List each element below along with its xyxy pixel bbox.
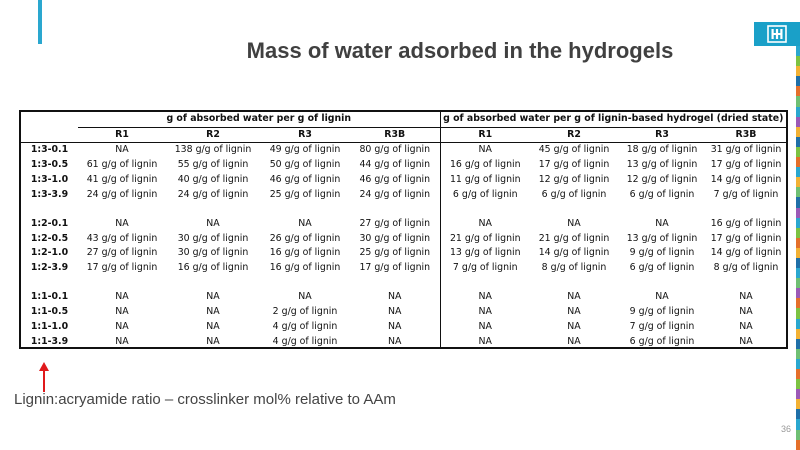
table-cell: NA <box>567 306 581 318</box>
group-header-hydrogel: g of absorbed water per g of lignin-based hydrogel (dried state) <box>440 112 786 127</box>
table-cell: NA <box>440 305 530 320</box>
table-cell: 80 g/g of lignin <box>359 144 431 156</box>
table-cell: NA <box>567 335 581 347</box>
table-cell: 61 g/g of lignin <box>86 159 158 171</box>
table-cell: 44 g/g of lignin <box>359 159 431 171</box>
table-cell: 8 g/g of lignin <box>713 262 779 274</box>
table-cell: 14 g/g of lignin <box>710 173 782 185</box>
table-cell: 9 g/g of lignin <box>629 247 695 259</box>
table-cell: 16 g/g of lignin <box>269 247 341 259</box>
table-cell: NA <box>739 306 753 318</box>
table-cell: NA <box>115 335 129 347</box>
table-cell: NA <box>388 291 402 303</box>
table-cell: 16 g/g of lignin <box>710 217 782 229</box>
table-cell: NA <box>115 217 129 229</box>
table-cell: 17 g/g of lignin <box>86 262 158 274</box>
table-cell: 41 g/g of lignin <box>86 173 158 185</box>
table-row <box>21 290 786 305</box>
row-label: 1:2-3.9 <box>30 262 69 274</box>
table-cell: NA <box>206 335 220 347</box>
table-cell: 11 g/g of lignin <box>440 173 530 188</box>
table-cell: 25 g/g of lignin <box>359 247 431 259</box>
table-cell: 30 g/g of lignin <box>177 247 249 259</box>
table-cell: 16 g/g of lignin <box>177 262 249 274</box>
table-row <box>21 217 786 232</box>
table-cell: NA <box>206 217 220 229</box>
table-cell: 12 g/g of lignin <box>626 173 698 185</box>
table-cell: NA <box>567 320 581 332</box>
table-cell: NA <box>388 320 402 332</box>
table-cell: 43 g/g of lignin <box>86 232 158 244</box>
table-cell: 31 g/g of lignin <box>710 144 782 156</box>
row-label: 1:1-0.1 <box>30 291 69 303</box>
table-cell: 13 g/g of lignin <box>626 159 698 171</box>
column-header: R3 <box>618 127 706 143</box>
column-header: R1 <box>440 127 530 143</box>
table-cell: NA <box>115 144 129 156</box>
table-cell: NA <box>388 306 402 318</box>
table-row <box>21 188 786 203</box>
slide-title: Mass of water adsorbed in the hydrogels <box>246 38 674 63</box>
table-cell: NA <box>388 335 402 347</box>
table-cell: 6 g/g of lignin <box>629 262 695 274</box>
row-label: 1:3-0.5 <box>30 159 69 171</box>
table-row <box>21 305 786 320</box>
table-cell: 6 g/g of lignin <box>440 188 530 203</box>
row-label: 1:3-1.0 <box>30 173 69 185</box>
decorative-color-stripe <box>796 46 800 450</box>
table-row <box>21 143 786 158</box>
table-cell: 46 g/g of lignin <box>269 173 341 185</box>
column-header-row <box>21 127 786 143</box>
table-row <box>21 320 786 335</box>
row-label: 1:2-1.0 <box>30 247 69 259</box>
group-header-row <box>21 112 786 127</box>
group-spacer-row <box>21 202 786 217</box>
table-cell: 30 g/g of lignin <box>177 232 249 244</box>
table-cell: 24 g/g of lignin <box>177 188 249 200</box>
table-cell: 138 g/g of lignin <box>174 144 252 156</box>
table-row <box>21 261 786 276</box>
table-row <box>21 158 786 173</box>
table-cell: NA <box>206 291 220 303</box>
table-cell: NA <box>206 306 220 318</box>
table-cell: NA <box>115 306 129 318</box>
table-cell: NA <box>440 143 530 158</box>
table-cell: NA <box>739 320 753 332</box>
table-cell: NA <box>440 217 530 232</box>
row-label: 1:3-3.9 <box>30 188 69 200</box>
ratio-caption: Lignin:acryamide ratio – crosslinker mol% relative to AAm <box>14 391 396 408</box>
table-cell: 6 g/g of lignin <box>629 188 695 200</box>
table-cell: 18 g/g of lignin <box>626 144 698 156</box>
column-header: R1 <box>78 127 166 143</box>
table-cell: 13 g/g of lignin <box>626 232 698 244</box>
table-cell: 17 g/g of lignin <box>710 159 782 171</box>
group-spacer-row <box>21 276 786 291</box>
table-cell: NA <box>739 291 753 303</box>
table-cell: NA <box>739 335 753 347</box>
column-header: R2 <box>530 127 618 143</box>
column-header: R3 <box>260 127 350 143</box>
table-cell: 12 g/g of lignin <box>538 173 610 185</box>
table-cell: NA <box>115 320 129 332</box>
table-cell: 4 g/g of lignin <box>272 335 338 347</box>
table-cell: 50 g/g of lignin <box>269 159 341 171</box>
table-cell: NA <box>655 291 669 303</box>
table-cell: NA <box>206 320 220 332</box>
table-cell: 26 g/g of lignin <box>269 232 341 244</box>
table-cell: 49 g/g of lignin <box>269 144 341 156</box>
table-row <box>21 335 786 350</box>
column-header: R2 <box>166 127 260 143</box>
table-cell: NA <box>440 320 530 335</box>
table-cell: 21 g/g of lignin <box>538 232 610 244</box>
table-cell: 16 g/g of lignin <box>440 158 530 173</box>
table-cell: 17 g/g of lignin <box>359 262 431 274</box>
table-row <box>21 246 786 261</box>
row-label: 1:2-0.1 <box>30 217 69 229</box>
row-label: 1:2-0.5 <box>30 232 69 244</box>
table-cell: 27 g/g of lignin <box>359 217 431 229</box>
table-cell: 6 g/g of lignin <box>629 335 695 347</box>
water-absorption-table <box>21 112 786 349</box>
table-cell: 16 g/g of lignin <box>269 262 341 274</box>
table-cell: 55 g/g of lignin <box>177 159 249 171</box>
table-cell: 25 g/g of lignin <box>269 188 341 200</box>
red-arrow-icon <box>38 362 50 392</box>
table-cell: NA <box>655 217 669 229</box>
table-cell: 7 g/g of lignin <box>713 188 779 200</box>
group-header-lignin: g of absorbed water per g of lignin <box>78 112 440 127</box>
table-cell: 7 g/g of lignin <box>440 261 530 276</box>
row-label: 1:1-3.9 <box>30 335 69 347</box>
table-cell: 27 g/g of lignin <box>86 247 158 259</box>
table-cell: NA <box>115 291 129 303</box>
table-cell: 17 g/g of lignin <box>538 159 610 171</box>
table-row <box>21 232 786 247</box>
page-number: 36 <box>781 424 792 434</box>
table-cell: 4 g/g of lignin <box>272 320 338 332</box>
table-cell: NA <box>440 290 530 305</box>
table-cell: NA <box>567 217 581 229</box>
table-cell: NA <box>440 335 530 350</box>
row-label: 1:1-1.0 <box>30 320 69 332</box>
table-cell: 2 g/g of lignin <box>272 306 338 318</box>
table-body <box>21 143 786 349</box>
table-cell: 30 g/g of lignin <box>359 232 431 244</box>
row-label: 1:1-0.5 <box>30 306 69 318</box>
table-cell: 40 g/g of lignin <box>177 173 249 185</box>
table-cell: NA <box>298 291 312 303</box>
table-cell: 14 g/g of lignin <box>710 247 782 259</box>
column-header: R3B <box>350 127 440 143</box>
table-cell: 13 g/g of lignin <box>440 246 530 261</box>
table-cell: 17 g/g of lignin <box>710 232 782 244</box>
table-cell: 24 g/g of lignin <box>359 188 431 200</box>
table-row <box>21 173 786 188</box>
table-cell: NA <box>567 291 581 303</box>
table-cell: 21 g/g of lignin <box>440 232 530 247</box>
table-cell: 45 g/g of lignin <box>538 144 610 156</box>
table-cell: 24 g/g of lignin <box>86 188 158 200</box>
row-label: 1:3-0.1 <box>30 144 69 156</box>
table-cell: 46 g/g of lignin <box>359 173 431 185</box>
table-cell: 6 g/g of lignin <box>541 188 607 200</box>
table-cell: 7 g/g of lignin <box>629 320 695 332</box>
table-cell: 8 g/g of lignin <box>541 262 607 274</box>
table-cell: 9 g/g of lignin <box>629 306 695 318</box>
table-cell: 14 g/g of lignin <box>538 247 610 259</box>
column-header: R3B <box>706 127 786 143</box>
data-table-container <box>19 110 788 349</box>
table-cell: NA <box>298 217 312 229</box>
